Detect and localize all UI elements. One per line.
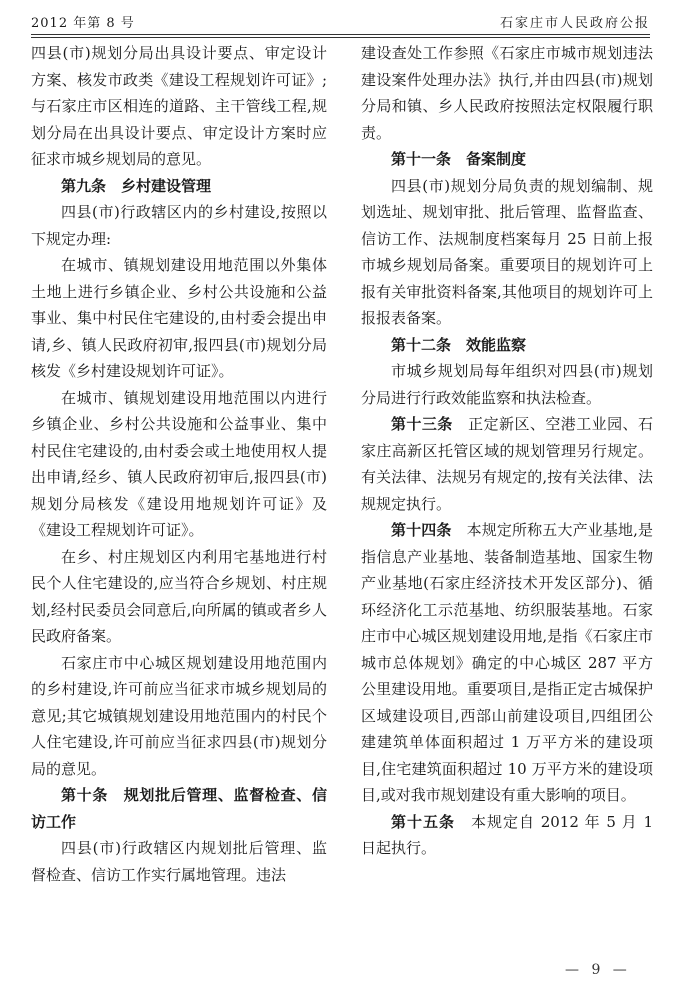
- article-10-heading: 第十条 规划批后管理、监督检查、信访工作: [31, 786, 327, 831]
- paragraph: 四县(市)行政辖区内的乡村建设,按照以下规定办理:: [31, 203, 327, 248]
- article-15-text: 本规定自 2012 年 5 月 1 日起执行。: [361, 812, 653, 857]
- paragraph: 市城乡规划局每年组织对四县(市)规划分局进行行政效能监察和执法检查。: [361, 362, 653, 407]
- article-15-label: 第十五条: [391, 812, 455, 831]
- article-14: [361, 517, 653, 809]
- paragraph: 在城市、镇规划建设用地范围以外集体土地上进行乡镇企业、乡村公共设施和公益事业、集中村民住宅建设的,由村委会提出申请,乡、镇人民政府初审,报四县(市)规划分局核发《乡村建设规划许可证》。: [31, 256, 327, 380]
- article-9-heading: 第九条 乡村建设管理: [61, 176, 212, 195]
- left-column: [31, 40, 327, 888]
- article-11-heading: 第十一条 备案制度: [391, 150, 527, 168]
- paragraph: 建设查处工作参照《石家庄市城市规划违法建设案件处理办法》执行,并由四县(市)规划分局和镇、乡人民政府按照法定权限履行职责。: [361, 44, 653, 142]
- page-header: [31, 10, 650, 32]
- paragraph: 在城市、镇规划建设用地范围以内进行乡镇企业、乡村公共设施和公益事业、集中村民住宅建设的,由村委会或土地使用权人提出申请,经乡、镇人民政府初审后,报四县(市)规划分局核发《建设用地规划许可证》及《建设工程规划许可证》。: [31, 388, 327, 539]
- article-13: [361, 411, 653, 517]
- header-rule: [31, 34, 650, 35]
- article-13-text: 正定新区、空港工业园、石家庄高新区托管区域的规划管理另行规定。有关法律、法规另有规定的,按有关法律、法规规定执行。: [361, 415, 653, 513]
- journal-title: 石家庄市人民政府公报: [499, 16, 650, 31]
- paragraph: 四县(市)行政辖区内规划批后管理、监督检查、信访工作实行属地管理。违法: [31, 839, 327, 884]
- right-column: [361, 40, 653, 862]
- article-13-label: 第十三条: [391, 415, 453, 433]
- page-number: — 9 —: [565, 962, 631, 978]
- header-rule-double: [31, 37, 650, 38]
- article-14-text: 本规定所称五大产业基地,是指信息产业基地、装备制造基地、国家生物产业基地(石家庄经济技术开发区部分)、循环经济化工示范基地、纺织服装基地。石家庄市中心城区规划建设用地,是指《石家庄市城市总体规划》确定的中心城区 287 平方公里建设用地。重要项目,是指正定古城保护区域建设项目,西部山前建设项目,四组团公建建筑单体面积超过 1 万平方米的建设项目,住宅建筑面积超过 10 万平方米的建设项目,或对我市规划建设有重大影响的项目。: [361, 521, 653, 804]
- paragraph: 石家庄市中心城区规划建设用地范围内的乡村建设,许可前应当征求市城乡规划局的意见;其它城镇规划建设用地范围内的村民个人住宅建设,许可前应当征求四县(市)规划分局的意见。: [31, 653, 327, 778]
- paragraph: 四县(市)规划分局出具设计要点、审定设计方案、核发市政类《建设工程规划许可证》;与石家庄市区相连的道路、主干管线工程,规划分局在出具设计要点、审定设计方案时应征求市城乡规划局的意见。: [31, 44, 327, 168]
- paragraph: 四县(市)规划分局负责的规划编制、规划选址、规划审批、批后管理、监督监查、信访工作、法规制度档案每月 25 日前上报市城乡规划局备案。重要项目的规划许可上报有关审批资料备案,其他项目的规划许可上报报表备案。: [361, 176, 653, 327]
- article-15: [361, 809, 653, 862]
- article-14-label: 第十四条: [391, 521, 452, 539]
- article-12-heading: 第十二条 效能监察: [391, 335, 527, 354]
- issue-number: 2012 年第 8 号: [31, 16, 135, 31]
- paragraph: 在乡、村庄规划区内利用宅基地进行村民个人住宅建设的,应当符合乡规划、村庄规划,经村民委员会同意后,向所属的镇或者乡人民政府备案。: [31, 547, 327, 645]
